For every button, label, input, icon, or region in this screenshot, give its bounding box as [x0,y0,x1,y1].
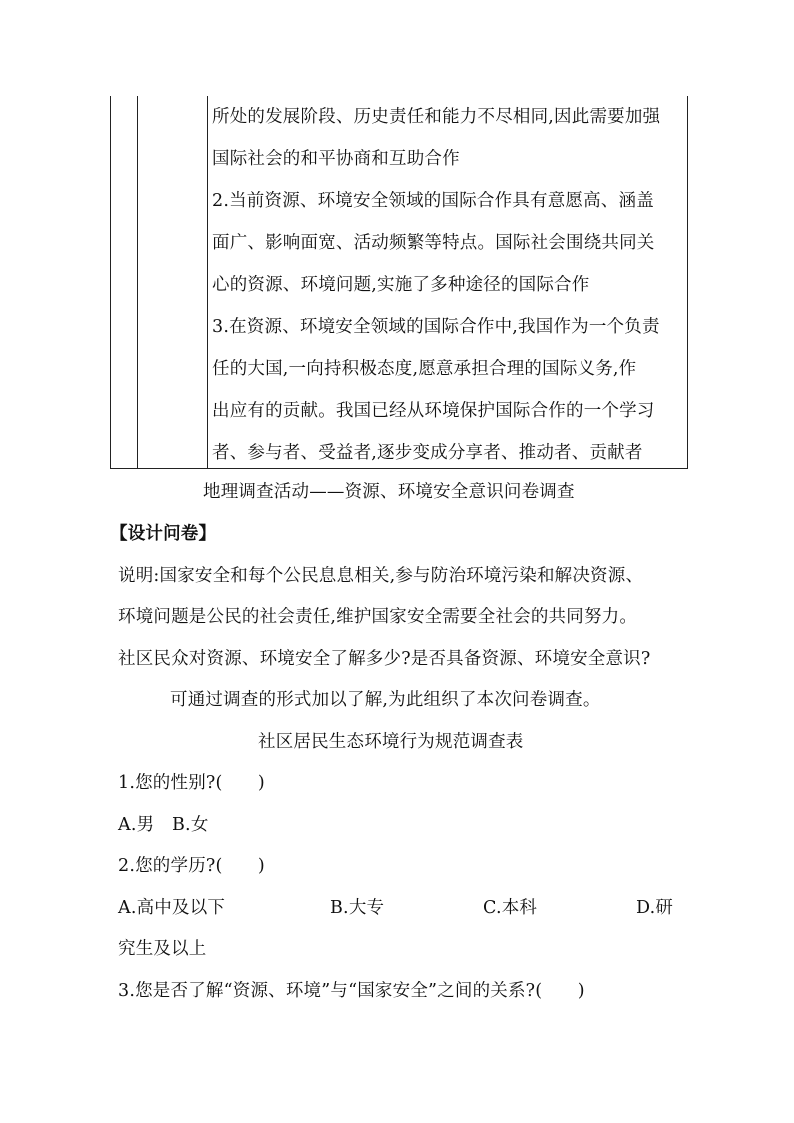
explanation-line: 环境问题是公民的社会责任,维护国家安全需要全社会的共同努力。 [118,607,638,627]
explanation-line: 社区民众对资源、环境安全了解多少?是否具备资源、环境安全意识? [118,649,651,669]
question-2-option-b: B.大专 [330,898,385,918]
table-cell-line: 面广、影响面宽、活动频繁等特点。国际社会围绕共同关 [212,233,655,253]
table-cell-line: 者、参与者、受益者,逐步变成分享者、推动者、贡献者 [212,443,643,463]
question-2-option-d: D.研 [636,898,674,918]
table-cell-line: 所处的发展阶段、历史责任和能力不尽相同,因此需要加强 [212,107,661,127]
table-cell-line: 心的资源、环境问题,实施了多种途径的国际合作 [212,275,590,295]
section-heading: 【设计问卷】 [110,524,217,544]
question-2-option-d-continued: 究生及以上 [118,939,207,959]
table-cell-line: 3.在资源、环境安全领域的国际合作中,我国作为一个负责 [212,317,660,337]
question-1-options: A.男 B.女 [118,815,209,835]
table-column-divider [137,96,138,468]
survey-title: 社区居民生态环境行为规范调查表 [258,732,524,752]
table-column-divider [207,96,208,468]
table-cell-line: 国际社会的和平协商和互助合作 [212,149,460,169]
question-2-option-c: C.本科 [483,898,538,918]
question-2: 2.您的学历?( ) [118,856,265,876]
explanation-line: 说明:国家安全和每个公民息息相关,参与防治环境污染和解决资源、 [118,566,644,586]
explanation-line: 可通过调查的形式加以了解,为此组织了本次问卷调查。 [170,690,601,710]
question-2-option-a: A.高中及以下 [118,898,226,918]
table-cell-line: 任的大国,一向持积极态度,愿意承担合理的国际义务,作 [212,359,637,379]
table-cell-line: 2.当前资源、环境安全领域的国际合作具有意愿高、涵盖 [212,191,654,211]
question-3: 3.您是否了解“资源、环境”与“国家安全”之间的关系?( ) [118,981,585,1001]
table-content-cell [212,96,682,474]
question-1: 1.您的性别?( ) [118,773,265,793]
activity-title: 地理调查活动——资源、环境安全意识问卷调查 [203,482,575,502]
table-cell-line: 出应有的贡献。我国已经从环境保护国际合作的一个学习 [212,401,655,421]
